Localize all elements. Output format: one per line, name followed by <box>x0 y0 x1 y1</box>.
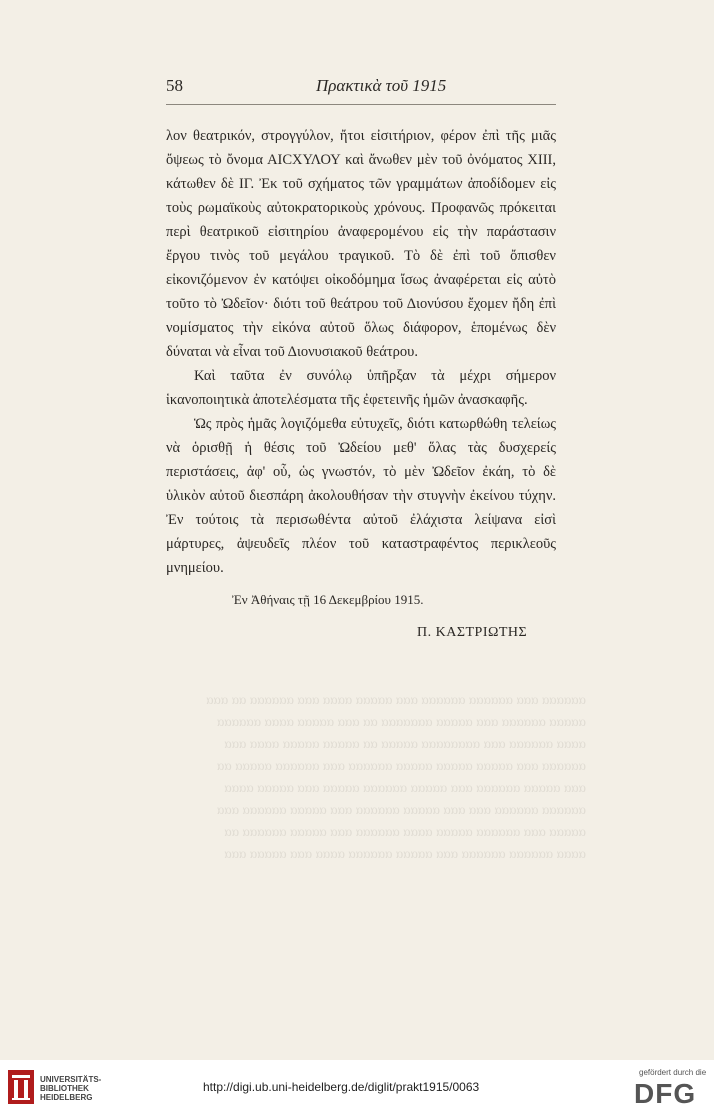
digital-library-url[interactable]: http://digi.ub.uni-heidelberg.de/diglit/prakt1915/0063 <box>203 1080 480 1094</box>
author-signature: Π. ΚΑΣΤΡΙΩΤΗΣ <box>417 625 528 640</box>
funder-label: gefördert durch die <box>639 1068 707 1077</box>
paragraph-1: λον θεατρικόν, στρογγύλον, ἤτοι εἰσιτήριον, φέρον ἐπὶ τῆς μιᾶς ὄψεως τὸ ὄνομα ΑΙϹΧΥΛΟΥ καὶ ἄνωθεν μὲν τοῦ ὀνόματος ΧΙΙΙ, κάτωθεν δὲ ΙΓ. Ἐκ τοῦ σχήματος τῶν γραμμάτων ἀποδίδομεν εἰς τοὺς ρωμαϊκοὺς αὐτοκρατορικοὺς χρόνους. Προφανῶς πρόκειται περὶ θεατρικοῦ εἰσιτηρίου ἀναφερομένου εἰς τὴν παράστασιν ἔργου τινὸς τοῦ μεγάλου τραγικοῦ. Τὸ δὲ ἐπὶ τοῦ ὄπισθεν εἰκονιζόμενον ἐν κατόψει οἰκοδόμημα ἴσως ἀναφέρεται εἰς αὐτὸ τοῦτο τὸ Ὠδεῖον· διότι τοῦ θεάτρου τοῦ Διονύσου ἔχομεν ἤδη ἐπὶ νομίσματος τὴν εἰκόνα αὐτοῦ ὅλως διάφορον, ἑπομένως δὲν δύναται νὰ εἶναι τοῦ Διονυσιακοῦ θεάτρου. <box>166 128 556 360</box>
university-library-logo-icon <box>8 1070 34 1104</box>
digitization-footer <box>0 1060 714 1116</box>
dfg-logo: DFG <box>634 1078 697 1109</box>
dateline: Ἐν Ἀθήναις τῇ 16 Δεκεμβρίου 1915. <box>232 592 424 607</box>
page-header <box>166 76 556 100</box>
show-through-texture: αααααα ααα αααααα αααααα ααα ααααα αααα ααα αααααα αα ααα ααααα αααααα ααα ααααα ααααααα αα ααα ααααα αααα αααααα αααα αααααα ααα αααααααα ααααα αα ααααα ααααα αααα ααα αααααα ααα ααααα ααααα ααααα αααααα ααα αααααα ααααα αα ααα ααααα αααααα ααα ααααα αααααα ααααα ααα ααααα αααα αααααα αααααα ααα ααα ααααα αααααα ααα ααααα αααααα ααα ααααα ααα αααααα ααααα αααα αααααα ααα ααααα αααααα αα αααα αααααα αααααα ααα ααααα αααααα αααα ααα ααααα ααα <box>206 693 586 862</box>
paragraph-3: Ὡς πρὸς ἡμᾶς λογιζόμεθα εὐτυχεῖς, διότι κατωρθώθη τελείως νὰ ὁρισθῇ ἡ θέσις τοῦ Ὠδείου μεθ' ὅλας τὰς δυσχερείς περιστάσεις, ἀφ' οὗ, ὡς γνωστόν, τὸ μὲν Ὠδεῖον ἐκάη, τὸ δὲ ὑλικὸν αὐτοῦ διεσπάρη ἀκολουθήσαν τὴν στυγνὴν ἐκείνου τύχην. Ἐν τούτοις τὰ περισωθέντα αὐτοῦ ἐλάχιστα λείψανα εἰσὶ μάρτυρες, ἀψευδεῖς πλέον τοῦ καταστραφέντος περικλεοῦς μνημείου. <box>166 416 556 576</box>
header-rule <box>166 104 556 105</box>
paragraph-2: Καὶ ταῦτα ἐν συνόλῳ ὑπῆρξαν τὰ μέχρι σήμερον ἱκανοποιητικὰ ἀποτελέσματα τῆς ἐφετεινῆς ἡμῶν ἀνασκαφῆς. <box>166 368 556 408</box>
university-library-name: UNIVERSITÄTS- BIBLIOTHEK HEIDELBERG <box>40 1075 102 1102</box>
main-text <box>166 124 556 580</box>
page-number: 58 <box>166 76 183 95</box>
running-title: Πρακτικὰ τοῦ 1915 <box>316 76 447 95</box>
